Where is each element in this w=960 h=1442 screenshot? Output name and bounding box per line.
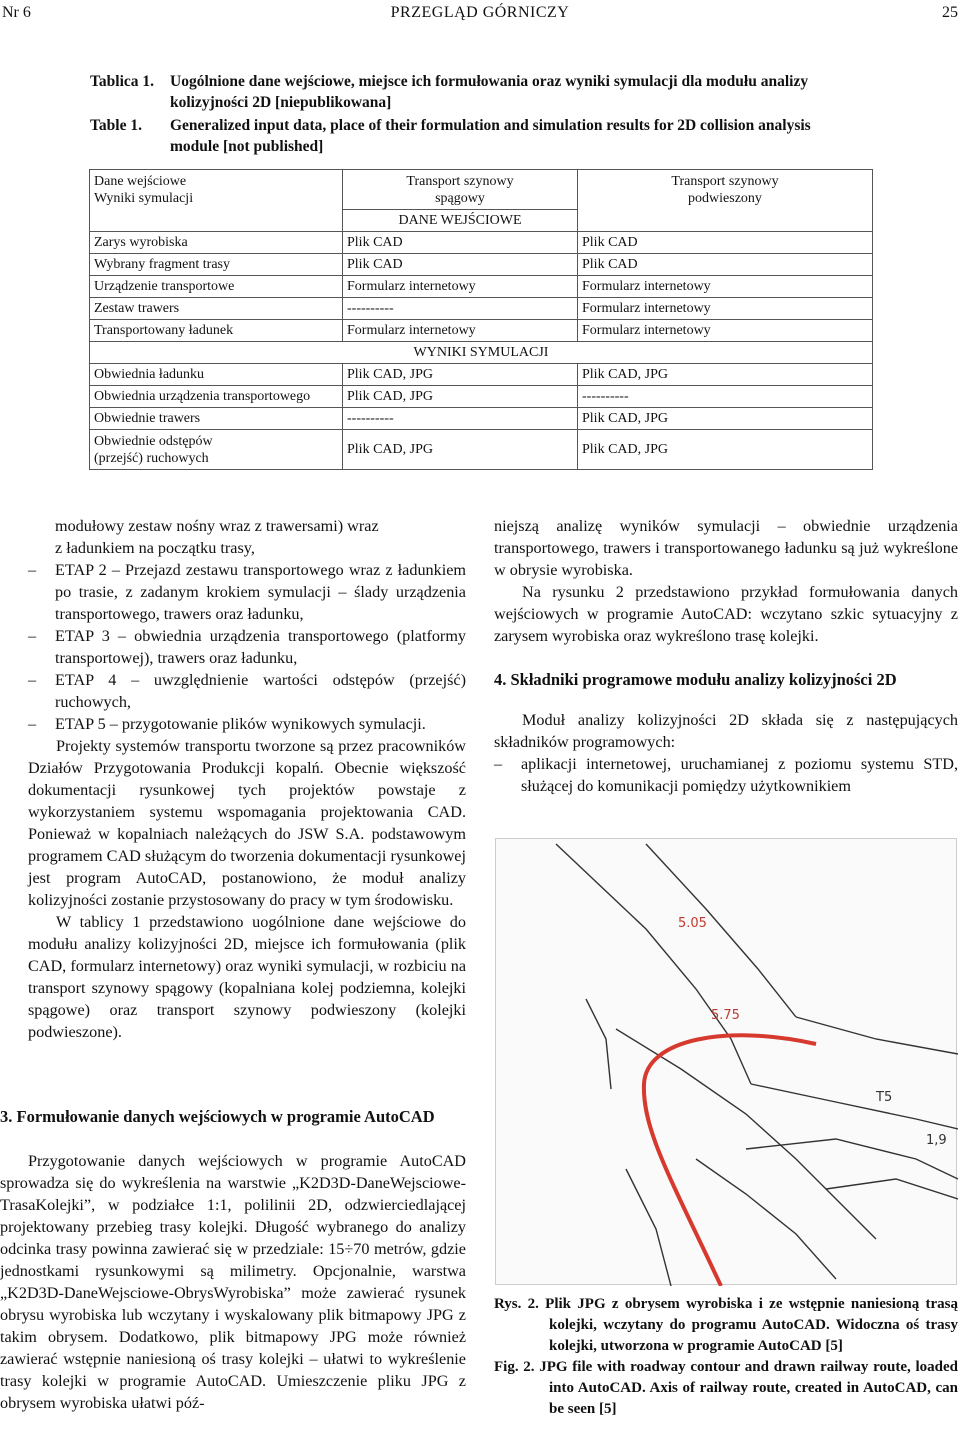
cell-text: Obwiednie odstępów <box>94 433 213 449</box>
table-row <box>90 430 873 470</box>
section-label: WYNIKI SYMULACJI <box>90 342 873 364</box>
table-cell: Formularz internetowy <box>578 276 873 298</box>
table-cell: Formularz internetowy <box>343 320 578 342</box>
caption-line: module [not published] <box>170 138 324 155</box>
header-text: Transport szynowy <box>671 173 779 189</box>
table-row <box>90 386 873 408</box>
table-cell: Zestaw trawers <box>90 298 343 320</box>
roadway-contour-line <box>696 1159 836 1279</box>
table-cell: Plik CAD <box>578 254 873 276</box>
table-cell: Plik CAD, JPG <box>343 364 578 386</box>
header-cell <box>578 170 873 210</box>
table-cell: ---------- <box>343 298 578 320</box>
paragraph: Projekty systemów transportu tworzone są przez pracowników Działów Przygotowania Produkcji kopalń. Obecnie większość dokumentacji rysunkowej tych projektów powstaje z wykorzystaniem systemu wspomagania projektowania CAD. Ponieważ w kopalniach należących do JSW S.A. podstawowym programem CAD służącym do tworzenia dokumentacji rysunkowej jest program AutoCAD, postanowiono, że moduł analizy kolizyjności zostanie przystosowany do pracy w tym środowisku. <box>28 737 466 909</box>
paragraph <box>28 515 466 559</box>
journal-title: PRZEGLĄD GÓRNICZY <box>390 4 570 21</box>
roadway-sketch <box>496 839 958 1286</box>
paragraph: Moduł analizy kolizyjności 2D składa się z następujących składników programowych: <box>494 711 958 751</box>
table-cell: Transportowany ładunek <box>90 320 343 342</box>
page-header <box>0 2 960 24</box>
caption-line: Uogólnione dane wejściowe, miejsce ich formułowania oraz wyniki symulacji dla modułu analizy <box>170 73 809 90</box>
sketch-label: 5.05 <box>678 916 707 931</box>
table-cell: Zarys wyrobiska <box>90 232 343 254</box>
data-table <box>89 169 873 470</box>
table-label-en: Table 1. <box>90 117 142 134</box>
table-cell: Wybrany fragment trasy <box>90 254 343 276</box>
page-number: 25 <box>942 4 958 21</box>
table-row <box>90 254 873 276</box>
table-cell: Plik CAD, JPG <box>578 364 873 386</box>
roadway-contour-line <box>796 1017 958 1054</box>
table-row <box>90 364 873 386</box>
table-cell: Plik CAD, JPG <box>578 408 873 430</box>
header-text: Dane wejściowe <box>94 173 187 189</box>
table-cell: Plik CAD <box>343 254 578 276</box>
roadway-contour-line <box>826 1179 958 1199</box>
dash-item: – ETAP 2 – Przejazd zestawu transportowego wraz z ładunkiem po trasie, z zadanym krokiem symulacji – ślady urządzenia transportowego, trawers oraz ładunku, <box>28 559 466 625</box>
table-cell: Plik CAD, JPG <box>343 386 578 408</box>
table-row <box>90 276 873 298</box>
dash-item: – ETAP 5 – przygotowanie plików wynikowych symulacji. <box>28 713 466 735</box>
sketch-label: T5 <box>876 1090 893 1105</box>
table-row <box>90 320 873 342</box>
railway-route-line <box>644 1035 816 1286</box>
caption-en: Fig. 2. JPG file with roadway contour and drawn railway route, loaded into AutoCAD. Axis of railway route, created in AutoCAD, can be seen [5] <box>494 1359 958 1417</box>
table-cell: ---------- <box>343 408 578 430</box>
table-row <box>90 408 873 430</box>
header-text: Transport szynowy <box>406 173 514 189</box>
roadway-contour-line <box>646 844 796 1017</box>
caption-line: kolizyjności 2D [niepublikowana] <box>170 94 392 111</box>
dash-item: – ETAP 3 – obwiednia urządzenia transportowego (platformy transportowej), trawers oraz ładunku, <box>28 625 466 669</box>
dash-item: – aplikacji internetowej, uruchamianej z poziomu systemu STD, służącej do komunikacji pomiędzy użytkownikiem <box>494 753 958 797</box>
sketch-label: 1,9 <box>926 1133 947 1148</box>
cell-text: (przejść) ruchowych <box>94 450 209 466</box>
table-cell: Plik CAD, JPG <box>578 430 873 470</box>
table-cell: Obwiednia ładunku <box>90 364 343 386</box>
table-row <box>90 298 873 320</box>
issue-number: Nr 6 <box>2 4 31 21</box>
table-cell: Formularz internetowy <box>578 320 873 342</box>
paragraph: Na rysunku 2 przedstawiono przykład formułowania danych wejściowych w programie AutoCAD: wczytano szkic sytuacyjny z zarysem wyrobiska oraz wykreślono trasę kolejki. <box>494 583 958 645</box>
section-heading: 4. Składniki programowe modułu analizy kolizyjności 2D <box>494 670 897 689</box>
table-cell: Plik CAD <box>578 232 873 254</box>
text-line: z ładunkiem na początku trasy, <box>55 539 255 557</box>
roadway-contour-line <box>556 844 751 1084</box>
paragraph: W tablicy 1 przedstawiono uogólnione dane wejściowe do modułu analizy kolizyjności 2D, miejsce ich formułowania (plik CAD, formularz internetowy) oraz wyniki symulacji, w rozbiciu na transport szynowy spągowy (kopalniana kolej podziemna, kolejki spągowe) oraz transport szynowy podwieszony (kolejki podwieszone). <box>28 913 466 1041</box>
table-cell: Obwiednie trawers <box>90 408 343 430</box>
sketch-label: 5.75 <box>711 1008 740 1023</box>
header-text: Wyniki symulacji <box>94 190 194 206</box>
caption-pl: Rys. 2. Plik JPG z obrysem wyrobiska i ze wstępnie naniesioną trasą kolejki, wczytany do programu AutoCAD. Widoczna oś trasy kolejki, utworzona w programie AutoCAD [5] <box>494 1296 958 1354</box>
header-text: podwieszony <box>688 190 762 206</box>
caption-line: Generalized input data, place of their formulation and simulation results for 2D collision analysis <box>170 117 811 134</box>
section-heading: 3. Formułowanie danych wejściowych w programie AutoCAD <box>0 1107 435 1126</box>
figure-caption <box>494 1294 958 1420</box>
section-3 <box>0 1106 466 1414</box>
table-cell: Obwiednia urządzenia transportowego <box>90 386 343 408</box>
table-row <box>90 232 873 254</box>
header-cell <box>343 170 578 210</box>
paragraph: niejszą analizę wyników symulacji – obwiednie urządzenia transportowego, trawers i transportowanego ładunku są już wykreślone w obrysie wyrobiska. <box>494 517 958 579</box>
roadway-contour-line <box>626 1169 671 1286</box>
table-cell <box>90 430 343 470</box>
right-column <box>494 515 958 797</box>
header-text: spągowy <box>435 190 485 206</box>
section-row <box>90 342 873 364</box>
table-cell: Plik CAD <box>343 232 578 254</box>
section-row <box>90 210 873 232</box>
left-column <box>28 515 466 1043</box>
table-cell: Plik CAD, JPG <box>343 430 578 470</box>
table-cell: Formularz internetowy <box>578 298 873 320</box>
paragraph: Przygotowanie danych wejściowych w programie AutoCAD sprowadza się do wykreślenia na warstwie „K2D3D-DaneWejsciowe-TrasaKolejki”, w podziałce 1:1, polilinii 2D, odzwierciedlającej projektowany przebieg trasy kolejki. Długość wybranego do analizy odcinka trasy powinna zawierać się w przedziale: 15÷70 metrów, gdzie jednostkami rysunkowymi są milimetry. Opcjonalnie, warstwa „K2D3D-DaneWejsciowe-ObrysWyrobiska” może zawierać rysunek obrysu wyrobiska lub wczytany i wyskalowany plik bitmapowy JPG z takim obrysem. Dodatkowo, plik bitmapowy JPG może również zawierać wstępnie naniesioną oś trasy kolejki – ułatwi to wykreślenie trasy kolejki w programie AutoCAD. Umieszczenie pliku JPG z obrysem wyrobiska ułatwi póź- <box>0 1152 466 1412</box>
text-line: modułowy zestaw nośny wraz z trawersami) wraz <box>55 517 379 535</box>
table-cell: ---------- <box>578 386 873 408</box>
table-cell: Formularz internetowy <box>343 276 578 298</box>
header-cell <box>90 170 343 210</box>
table-cell: Urządzenie transportowe <box>90 276 343 298</box>
roadway-contour-line <box>751 1084 958 1129</box>
roadway-contour-line <box>586 999 611 1089</box>
section-label: DANE WEJŚCIOWE <box>343 210 578 232</box>
dash-item: – ETAP 4 – uwzględnienie wartości odstępów (przejść) ruchowych, <box>28 669 466 713</box>
table-label-pl: Tablica 1. <box>90 73 155 90</box>
table-header-row <box>90 170 873 210</box>
figure-sketch <box>495 838 957 1285</box>
